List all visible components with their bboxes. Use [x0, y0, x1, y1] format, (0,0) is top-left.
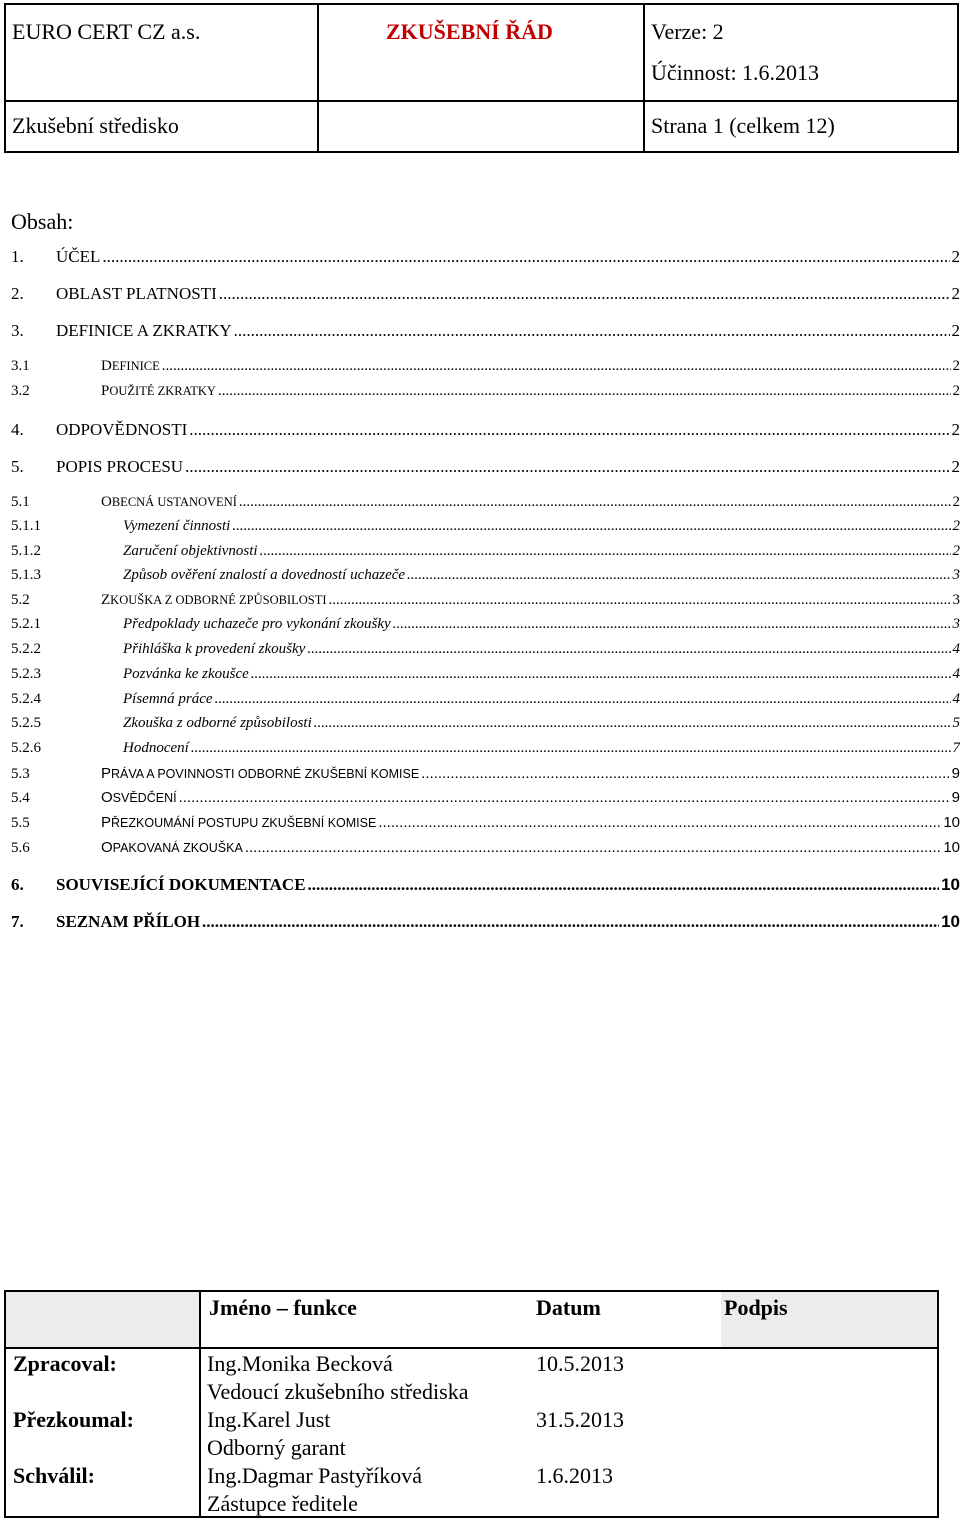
toc-leader [234, 321, 950, 341]
role-label: Zpracoval: [13, 1351, 117, 1376]
toc-leader [215, 691, 951, 708]
toc-entry-text: Přihláška k provedení zkoušky [123, 641, 306, 657]
toc-entry[interactable] [11, 284, 960, 308]
toc-entry-text: OBECNÁ USTANOVENÍ [101, 494, 237, 510]
table-divider [6, 1347, 937, 1349]
toc-entry[interactable] [11, 740, 960, 764]
toc-entry-text: Předpoklady uchazeče pro vykonání zkoušky [123, 616, 391, 632]
toc-leader [314, 715, 951, 732]
toc-entry-text: SEZNAM PŘÍLOH [56, 912, 201, 931]
toc-leader [162, 358, 951, 375]
toc-leader [260, 543, 951, 560]
toc-entry-text: PRÁVA A POVINNOSTI ODBORNÉ ZKUŠEBNÍ KOMISE [101, 765, 420, 782]
toc-entry-text: DEFINICE A ZKRATKY [56, 321, 232, 340]
toc-entry-page: 4 [952, 691, 960, 707]
toc-entry[interactable] [11, 247, 960, 271]
toc-leader [308, 875, 940, 895]
toc-entry-text: Hodnocení [123, 740, 189, 756]
toc-entry-number: 2. [11, 284, 24, 303]
department: Zkušební středisko [12, 113, 179, 138]
toc-entry-page: 7 [952, 740, 960, 756]
person-function: Vedoucí zkušebního střediska [207, 1379, 469, 1404]
toc-entry-number: 5.6 [11, 840, 30, 856]
toc-entry[interactable] [11, 616, 960, 640]
header-divider [643, 5, 645, 151]
toc-entry-number: 5.2.3 [11, 666, 41, 682]
toc-entry-number: 7. [11, 912, 24, 931]
toc-leader [251, 666, 951, 683]
version: Verze: 2 [651, 19, 724, 44]
toc-leader [232, 518, 950, 535]
toc-entry-text: Zkouška z odborné způsobilosti [123, 715, 312, 731]
toc-entry-number: 5.3 [11, 766, 30, 782]
toc-entry-number: 5.4 [11, 790, 30, 806]
toc-entry[interactable] [11, 494, 960, 518]
page-number: Strana 1 (celkem 12) [651, 113, 835, 138]
toc-entry-text: POUŽITÉ ZKRATKY [101, 383, 216, 399]
company-name: EURO CERT CZ a.s. [12, 19, 201, 44]
toc-leader [245, 839, 942, 856]
toc-entry-number: 5.1 [11, 494, 30, 510]
toc-entry-page: 2 [952, 518, 960, 534]
toc-entry-page: 2 [952, 358, 960, 374]
toc-entry-page: 3 [952, 592, 960, 608]
toc-entry-page: 10 [943, 814, 960, 831]
toc-entry-page: 3 [952, 616, 960, 632]
toc-leader [378, 814, 941, 831]
toc-entry[interactable] [11, 518, 960, 542]
effective-date: Účinnost: 1.6.2013 [651, 60, 820, 85]
toc-entry-number: 5.2.2 [11, 641, 41, 657]
toc-entry-text: ZKOUŠKA Z ODBORNÉ ZPŮSOBILOSTI [101, 592, 327, 608]
toc-entry-page: 10 [941, 875, 960, 894]
toc-leader [102, 247, 949, 267]
toc-entry-page: 2 [951, 247, 960, 266]
toc-entry-number: 3.1 [11, 358, 30, 374]
toc-leader [307, 641, 950, 658]
toc-entry-text: ODPOVĚDNOSTI [56, 420, 188, 439]
toc-entry[interactable] [11, 543, 960, 567]
toc-entry[interactable] [11, 715, 960, 739]
toc-leader [421, 765, 949, 782]
sign-date: 1.6.2013 [536, 1463, 613, 1488]
role-label: Schválil: [13, 1463, 95, 1488]
role-label: Přezkoumal: [13, 1407, 134, 1432]
toc-entry-page: 9 [951, 765, 960, 782]
toc-entry-text: OBLAST PLATNOSTI [56, 284, 217, 303]
toc-entry-number: 1. [11, 247, 24, 266]
toc-entry[interactable] [11, 666, 960, 690]
toc-entry[interactable] [11, 420, 960, 444]
toc-leader [189, 420, 949, 440]
toc-entry[interactable] [11, 358, 960, 382]
toc-entry[interactable] [11, 383, 960, 407]
toc-entry[interactable] [11, 567, 960, 591]
toc-leader [219, 284, 950, 304]
toc-leader [239, 494, 951, 511]
toc-entry[interactable] [11, 789, 960, 813]
toc-entry-text: POPIS PROCESU [56, 457, 184, 476]
toc-title: Obsah: [11, 209, 74, 234]
toc-entry-page: 2 [951, 457, 960, 476]
toc-entry[interactable] [11, 875, 960, 899]
toc-entry[interactable] [11, 592, 960, 616]
toc-entry-number: 5.1.3 [11, 567, 41, 583]
toc-entry[interactable] [11, 839, 960, 863]
toc-entry-page: 4 [952, 666, 960, 682]
toc-entry-text: OSVĚDČENÍ [101, 789, 177, 806]
toc-entry[interactable] [11, 912, 960, 936]
toc-entry-number: 5. [11, 457, 24, 476]
header-shade [6, 1292, 199, 1347]
person-name: Ing.Dagmar Pastyříková [207, 1463, 423, 1488]
toc-leader [179, 789, 950, 806]
sign-date: 31.5.2013 [536, 1407, 624, 1432]
person-name: Ing.Monika Becková [207, 1351, 393, 1376]
toc-entry[interactable] [11, 641, 960, 665]
toc-entry-text: SOUVISEJÍCÍ DOKUMENTACE [56, 875, 306, 894]
column-header-date: Datum [536, 1295, 601, 1320]
person-name: Ing.Karel Just [207, 1407, 331, 1432]
header-divider [6, 100, 957, 102]
toc-entry[interactable] [11, 691, 960, 715]
toc-entry-number: 5.2 [11, 592, 30, 608]
toc-entry[interactable] [11, 765, 960, 789]
toc-entry-text: DEFINICE [101, 358, 160, 374]
toc-entry[interactable] [11, 814, 960, 838]
document-title: ZKUŠEBNÍ ŘÁD [386, 19, 553, 44]
toc-entry-text: Písemná práce [123, 691, 213, 707]
toc-entry-text: OPAKOVANÁ ZKOUŠKA [101, 839, 243, 856]
column-header-signature: Podpis [724, 1295, 788, 1320]
person-function: Odborný garant [207, 1435, 346, 1460]
toc-entry-page: 3 [952, 567, 960, 583]
toc-entry-number: 5.5 [11, 815, 30, 831]
toc-entry-number: 4. [11, 420, 24, 439]
approval-table [4, 1290, 939, 1518]
column-header-name: Jméno – funkce [209, 1295, 357, 1320]
toc-entry-page: 2 [951, 321, 960, 340]
toc-entry-page: 4 [952, 641, 960, 657]
toc-entry-number: 6. [11, 875, 24, 894]
toc-entry-page: 9 [951, 789, 960, 806]
toc-entry-page: 10 [941, 912, 960, 931]
toc-entry-text: Zaručení objektivnosti [123, 543, 258, 559]
toc-entry-page: 2 [952, 543, 960, 559]
toc-entry-number: 5.2.1 [11, 616, 41, 632]
person-function: Zástupce ředitele [207, 1491, 358, 1516]
toc-leader [329, 592, 951, 609]
toc-entry-number: 5.2.5 [11, 715, 41, 731]
toc-entry-text: PŘEZKOUMÁNÍ POSTUPU ZKUŠEBNÍ KOMISE [101, 814, 377, 831]
toc-entry-number: 5.2.4 [11, 691, 41, 707]
toc-leader [407, 567, 950, 584]
toc-entry-page: 2 [952, 494, 960, 510]
toc-entry-page: 5 [952, 715, 960, 731]
toc-entry-number: 5.2.6 [11, 740, 41, 756]
toc-entry-number: 5.1.2 [11, 543, 41, 559]
toc-leader [185, 457, 949, 477]
toc-entry-page: 10 [943, 839, 960, 856]
toc-entry-text: Pozvánka ke zkoušce [123, 666, 249, 682]
toc-entry[interactable] [11, 321, 960, 345]
toc-leader [218, 383, 951, 400]
toc-entry-number: 5.1.1 [11, 518, 41, 534]
toc-entry-page: 2 [951, 284, 960, 303]
header-divider [317, 5, 319, 151]
toc-entry-text: Způsob ověření znalostí a dovedností uchazeče [123, 567, 406, 583]
toc-leader [191, 740, 951, 757]
toc-entry-text: ÚČEL [56, 247, 101, 266]
toc-entry-number: 3.2 [11, 383, 30, 399]
sign-date: 10.5.2013 [536, 1351, 624, 1376]
toc-entry-text: Vymezení činnosti [123, 518, 231, 534]
toc-entry[interactable] [11, 457, 960, 481]
toc-entry-number: 3. [11, 321, 24, 340]
toc-leader [393, 616, 951, 633]
toc-entry-page: 2 [951, 420, 960, 439]
toc-leader [202, 912, 939, 932]
table-divider [199, 1292, 201, 1516]
toc-entry-page: 2 [952, 383, 960, 399]
header-table [4, 3, 959, 153]
